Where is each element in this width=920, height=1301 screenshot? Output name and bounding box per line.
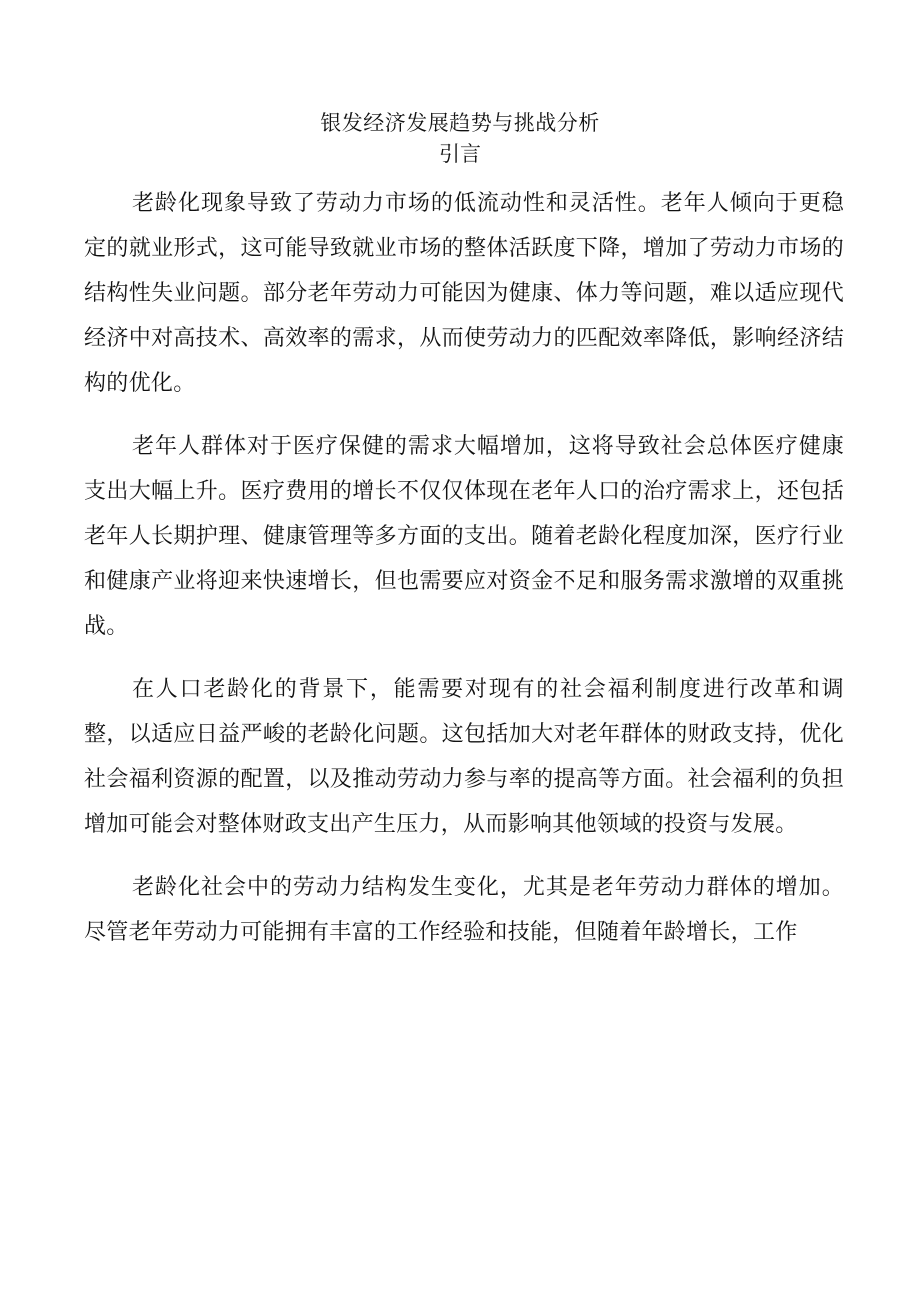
paragraph-4: 老龄化社会中的劳动力结构发生变化，尤其是老年劳动力群体的增加。尽管老年劳动力可能拥有丰富的工作经验和技能，但随着年龄增长，工作	[84, 875, 844, 945]
paragraph-3: 在人口老龄化的背景下，能需要对现有的社会福利制度进行改革和调整，以适应日益严峻的老龄化问题。这包括加大对老年群体的财政支持，优化社会福利资源的配置，以及推动劳动力参与率的提高等方面。社会福利的负担增加可能会对整体财政支出产生压力，从而影响其他领域的投资与发展。	[84, 677, 844, 837]
paragraph-1: 老龄化现象导致了劳动力市场的低流动性和灵活性。老年人倾向于更稳定的就业形式，这可能导致就业市场的整体活跃度下降，增加了劳动力市场的结构性失业问题。部分老年劳动力可能因为健康、体力等问题，难以适应现代经济中对高技术、高效率的需求，从而使劳动力的匹配效率降低，影响经济结构的优化。	[84, 191, 844, 396]
section-heading: 引言	[439, 142, 481, 166]
paragraph-2: 老年人群体对于医疗保健的需求大幅增加，这将导致社会总体医疗健康支出大幅上升。医疗费用的增长不仅仅体现在老年人口的治疗需求上，还包括老年人长期护理、健康管理等多方面的支出。随着老龄化程度加深，医疗行业和健康产业将迎来快速增长，但也需要应对资金不足和服务需求激增的双重挑战。	[84, 434, 844, 639]
document-body	[84, 181, 844, 973]
document-title: 银发经济发展趋势与挑战分析	[320, 111, 600, 135]
